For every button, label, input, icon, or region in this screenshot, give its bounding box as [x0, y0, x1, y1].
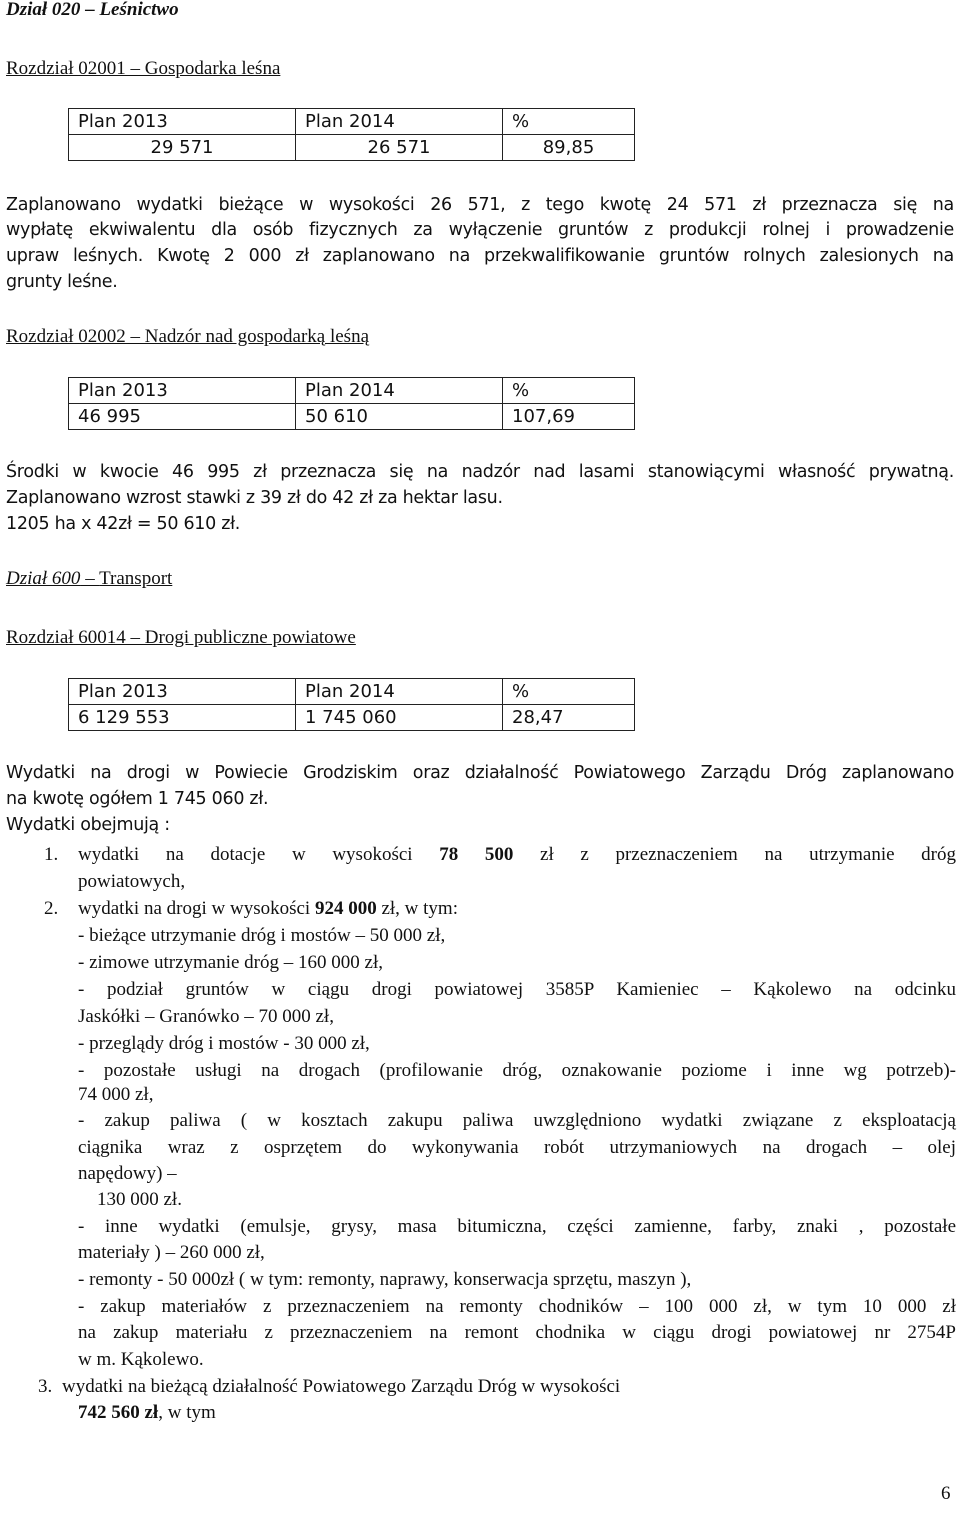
text-line: Wydatki obejmują :	[6, 815, 170, 835]
section-label: Dział 600	[6, 568, 81, 589]
sub-item: - bieżące utrzymanie dróg i mostów – 50 000 zł,	[78, 925, 446, 946]
table-cell: %	[503, 679, 635, 705]
table-row	[69, 404, 635, 430]
item-text: zł z przeznaczeniem na utrzymanie dróg	[513, 844, 957, 865]
list-number: 1.	[44, 844, 59, 865]
chapter-heading-02001: Rozdział 02001 – Gospodarka leśna	[6, 58, 281, 79]
text-line: wypłatę ekwiwalentu dla osób fizycznych za wyłączenie gruntów z produkcji rolnej i prowadzenie	[6, 220, 954, 240]
section-name: Transport	[99, 568, 173, 589]
table-cell: %	[503, 378, 635, 404]
item-text: wydatki na dotacje w wysokości	[78, 844, 440, 865]
section-heading-dzial-600	[6, 568, 172, 591]
section-label: Dział 020	[6, 0, 81, 20]
text-line: na kwotę ogółem 1 745 060 zł.	[6, 789, 269, 809]
text-line: Środki w kwocie 46 995 zł przeznacza się na nadzór nad lasami stanowiącymi własność prywatną.	[6, 462, 954, 482]
sub-item: w m. Kąkolewo.	[78, 1349, 204, 1370]
text-line: Wydatki na drogi w Powiecie Grodziskim oraz działalność Powiatowego Zarządu Dróg zaplanowano	[6, 763, 954, 783]
sub-item: - przeglądy dróg i mostów - 30 000 zł,	[78, 1033, 370, 1054]
text-line: powiatowych,	[78, 871, 186, 892]
section-heading-dzial-020	[6, 0, 179, 22]
text-line	[78, 898, 458, 921]
table-cell: Plan 2013	[69, 378, 296, 404]
sub-item: - remonty - 50 000zł ( w tym: remonty, naprawy, konserwacja sprzętu, maszyn ),	[78, 1269, 692, 1290]
table-cell: 29 571	[69, 135, 296, 161]
item-amount: 78 500	[439, 844, 514, 865]
plan-table-60014	[68, 678, 635, 731]
list-number: 3.	[38, 1376, 53, 1397]
page-number: 6	[941, 1483, 951, 1504]
sub-item: - inne wydatki (emulsje, grysy, masa bitumiczna, części zamienne, farby, znaki , pozostałe	[78, 1216, 956, 1237]
sub-item: ciągnika wraz z osprzętem do wykonywania robót utrzymaniowych na drogach – olej	[78, 1137, 956, 1158]
table-cell: Plan 2013	[69, 109, 296, 135]
table-cell: 1 745 060	[296, 705, 503, 731]
list-number: 2.	[44, 898, 59, 919]
table-cell: 46 995	[69, 404, 296, 430]
table-cell: Plan 2014	[296, 679, 503, 705]
table-cell: 26 571	[296, 135, 503, 161]
sub-item: - zakup paliwa ( w kosztach zakupu paliwa uwzględniono wydatki związane z eksploatacją	[78, 1110, 956, 1131]
plan-table-02002	[68, 377, 635, 430]
table-cell: 107,69	[503, 404, 635, 430]
sub-item: na zakup materiału z przeznaczeniem na remont chodnika w ciągu drogi powiatowej nr 2754P	[78, 1322, 956, 1343]
section-dash: –	[80, 0, 100, 20]
sub-item: 74 000 zł,	[78, 1084, 154, 1105]
sub-item: materiały ) – 260 000 zł,	[78, 1242, 265, 1263]
text-line: Zaplanowano wydatki bieżące w wysokości 26 571, z tego kwotę 24 571 zł przeznacza się na	[6, 195, 954, 215]
text-line: grunty leśne.	[6, 272, 118, 292]
table-cell: Plan 2013	[69, 679, 296, 705]
sub-item: napędowy) –	[78, 1163, 177, 1184]
plan-table-02001	[68, 108, 635, 161]
sub-item: 130 000 zł.	[97, 1189, 182, 1210]
section-dash: –	[80, 568, 100, 589]
section-name: Leśnictwo	[99, 0, 179, 20]
chapter-heading-60014: Rozdział 60014 – Drogi publiczne powiatowe	[6, 627, 356, 648]
text-line: Zaplanowano wzrost stawki z 39 zł do 42 zł za hektar lasu.	[6, 488, 503, 508]
text-line	[78, 1402, 216, 1425]
table-row	[69, 135, 635, 161]
item-text: , w tym	[158, 1402, 216, 1423]
table-cell: Plan 2014	[296, 378, 503, 404]
table-header-row	[69, 378, 635, 404]
table-cell: 28,47	[503, 705, 635, 731]
sub-item: - pozostałe usługi na drogach (profilowanie dróg, oznakowanie poziome i inne wg potrzeb)-	[78, 1060, 956, 1081]
table-cell: 6 129 553	[69, 705, 296, 731]
table-cell: 89,85	[503, 135, 635, 161]
text-line	[78, 844, 956, 867]
item-amount: 742 560 zł	[78, 1402, 159, 1423]
chapter-heading-02002: Rozdział 02002 – Nadzór nad gospodarką leśną	[6, 326, 370, 347]
item-text: zł, w tym:	[376, 898, 458, 919]
table-cell: %	[503, 109, 635, 135]
text-line: upraw leśnych. Kwotę 2 000 zł zaplanowano na przekwalifikowanie gruntów rolnych zalesionych na	[6, 246, 954, 266]
table-cell: 50 610	[296, 404, 503, 430]
table-header-row	[69, 109, 635, 135]
sub-item: - podział gruntów w ciągu drogi powiatowej 3585P Kamieniec – Kąkolewo na odcinku	[78, 979, 956, 1000]
item-amount: 924 000	[314, 898, 377, 919]
table-cell: Plan 2014	[296, 109, 503, 135]
item-text: wydatki na drogi w wysokości	[78, 898, 315, 919]
sub-item: Jaskółki – Granówko – 70 000 zł,	[78, 1006, 334, 1027]
text-line: 1205 ha x 42zł = 50 610 zł.	[6, 514, 241, 534]
table-row	[69, 705, 635, 731]
item-text: wydatki na bieżącą działalność Powiatowego Zarządu Dróg w wysokości	[62, 1376, 621, 1397]
sub-item: - zakup materiałów z przeznaczeniem na remonty chodników – 100 000 zł, w tym 10 000 zł	[78, 1296, 956, 1317]
sub-item: - zimowe utrzymanie dróg – 160 000 zł,	[78, 952, 383, 973]
table-header-row	[69, 679, 635, 705]
